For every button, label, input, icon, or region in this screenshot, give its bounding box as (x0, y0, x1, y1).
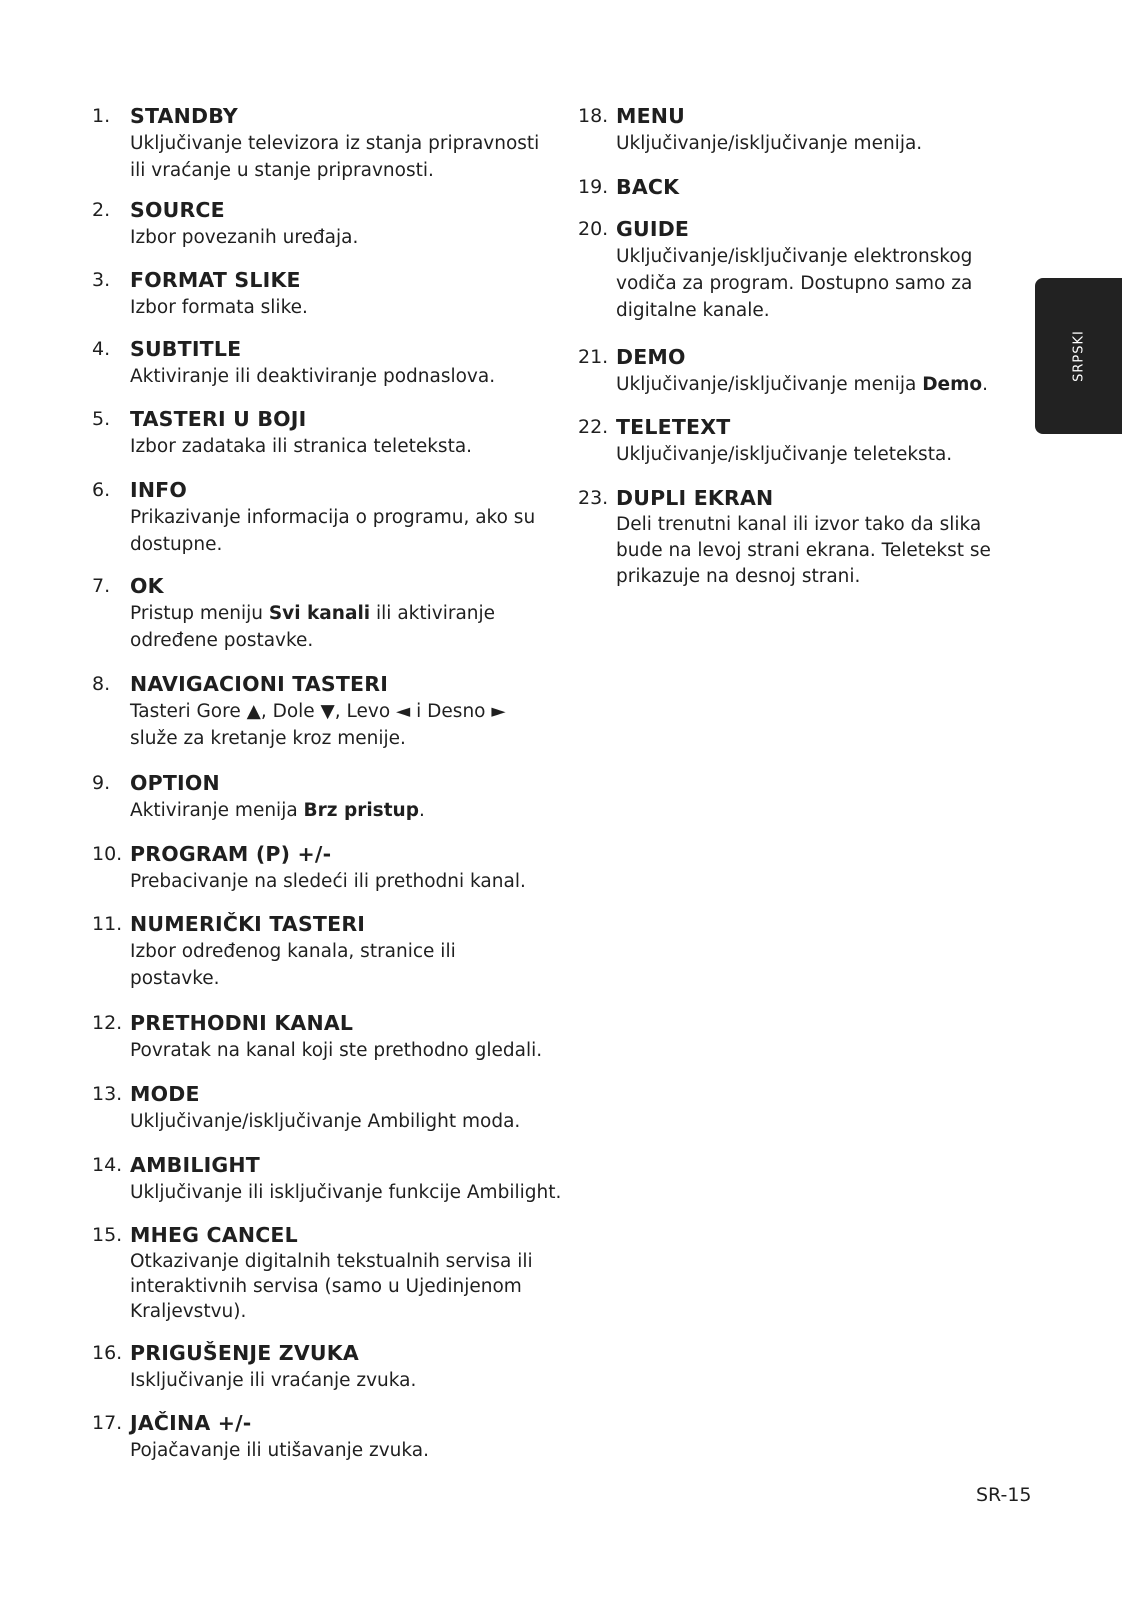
item-number: 13. (92, 1083, 123, 1105)
item-title: AMBILIGHT (130, 1153, 260, 1177)
language-tab (1035, 278, 1122, 434)
item-number: 5. (92, 408, 111, 430)
item-number: 6. (92, 479, 111, 501)
item-title: GUIDE (616, 217, 690, 241)
item-title: MHEG CANCEL (130, 1223, 298, 1247)
page-number: SR-15 (976, 1484, 1032, 1506)
item-number: 23. (578, 487, 609, 509)
list-item (578, 173, 1008, 201)
item-title: MENU (616, 104, 686, 128)
item-description: Izbor povezanih uređaja. (130, 227, 359, 248)
list-item (92, 196, 562, 251)
item-title: PRIGUŠENJE ZVUKA (130, 1341, 359, 1365)
item-title: SUBTITLE (130, 337, 242, 361)
item-description: Isključivanje ili vraćanje zvuka. (130, 1370, 417, 1391)
item-number: 12. (92, 1012, 123, 1034)
list-item (578, 343, 1008, 398)
item-number: 1. (92, 105, 111, 127)
item-title: JAČINA +/- (130, 1411, 252, 1435)
item-description: Aktiviranje ili deaktiviranje podnaslova. (130, 366, 496, 387)
item-title: TELETEXT (616, 415, 731, 439)
item-number: 22. (578, 416, 609, 438)
item-number: 8. (92, 673, 111, 695)
item-description: Uključivanje/isključivanje Ambilight moda. (130, 1111, 521, 1132)
item-number: 3. (92, 269, 111, 291)
item-title: OPTION (130, 771, 220, 795)
list-item (92, 1339, 562, 1394)
item-description: Povratak na kanal koji ste prethodno gledali. (130, 1040, 543, 1061)
list-item (92, 476, 562, 558)
item-title: MODE (130, 1082, 200, 1106)
list-item (92, 840, 562, 895)
item-number: 21. (578, 346, 609, 368)
item-number: 17. (92, 1412, 123, 1434)
item-number: 20. (578, 218, 609, 240)
list-item (92, 769, 562, 824)
list-item (92, 670, 562, 752)
item-number: 16. (92, 1342, 123, 1364)
item-description: Aktiviranje menija Brz pristup. (130, 800, 425, 821)
item-number: 10. (92, 843, 123, 865)
item-title: NAVIGACIONI TASTERI (130, 672, 389, 696)
list-item (92, 405, 562, 460)
list-item (92, 266, 562, 321)
item-title: DEMO (616, 345, 686, 369)
item-number: 7. (92, 575, 111, 597)
list-item (92, 1009, 562, 1064)
item-title: BACK (616, 175, 680, 199)
item-description: Uključivanje/isključivanje menija. (616, 133, 923, 154)
list-item (92, 1221, 562, 1324)
list-item (578, 102, 1008, 157)
item-number: 15. (92, 1224, 123, 1246)
list-item (92, 102, 562, 184)
item-description: Prikazivanje informacija o programu, ako su dostupne. (130, 507, 536, 555)
list-item (578, 484, 1008, 590)
item-number: 14. (92, 1154, 123, 1176)
item-number: 19. (578, 176, 609, 198)
list-item (92, 1409, 562, 1464)
item-description: Uključivanje/isključivanje menija Demo. (616, 374, 988, 395)
item-description: Prebacivanje na sledeći ili prethodni kanal. (130, 871, 526, 892)
item-description: Pojačavanje ili utišavanje zvuka. (130, 1440, 430, 1461)
item-description: Uključivanje/isključivanje teleteksta. (616, 444, 953, 465)
list-item (92, 910, 562, 992)
item-title: PROGRAM (P) +/- (130, 842, 332, 866)
item-title: STANDBY (130, 104, 238, 128)
item-description: Izbor zadataka ili stranica teleteksta. (130, 436, 473, 457)
list-item (92, 572, 562, 654)
language-tab-label: SRPSKI (1071, 330, 1086, 382)
item-description: Otkazivanje digitalnih tekstualnih servisa ili interaktivnih servisa (samo u Ujedinjenom Kraljevstvu). (130, 1251, 533, 1322)
list-item (92, 1080, 562, 1135)
item-number: 11. (92, 913, 123, 935)
item-title: SOURCE (130, 198, 225, 222)
item-description: Uključivanje/isključivanje elektronskog vodiča za program. Dostupno samo za digitalne kanale. (616, 246, 973, 321)
item-number: 18. (578, 105, 609, 127)
item-description: Uključivanje televizora iz stanja pripravnosti ili vraćanje u stanje pripravnosti. (130, 133, 540, 181)
item-title: NUMERIČKI TASTERI (130, 912, 366, 936)
item-title: DUPLI EKRAN (616, 486, 774, 510)
item-number: 9. (92, 772, 111, 794)
item-title: INFO (130, 478, 188, 502)
list-item (578, 413, 1008, 468)
item-description: Deli trenutni kanal ili izvor tako da slika bude na levoj strani ekrana. Teletekst se prikazuje na desnoj strani. (616, 514, 991, 587)
item-title: OK (130, 574, 164, 598)
item-description: Uključivanje ili isključivanje funkcije Ambilight. (130, 1182, 562, 1203)
item-title: FORMAT SLIKE (130, 268, 301, 292)
item-description: Tasteri Gore ▲, Dole ▼, Levo ◄ i Desno ► služe za kretanje kroz menije. (130, 701, 506, 749)
item-number: 2. (92, 199, 111, 221)
item-description: Izbor formata slike. (130, 297, 308, 318)
item-description: Pristup meniju Svi kanali ili aktiviranje određene postavke. (130, 603, 496, 651)
item-title: TASTERI U BOJI (130, 407, 307, 431)
list-item (92, 1151, 562, 1206)
list-item (578, 215, 1008, 324)
item-title: PRETHODNI KANAL (130, 1011, 354, 1035)
item-number: 4. (92, 338, 111, 360)
item-description: Izbor određenog kanala, stranice ili postavke. (130, 941, 456, 989)
list-item (92, 335, 562, 390)
